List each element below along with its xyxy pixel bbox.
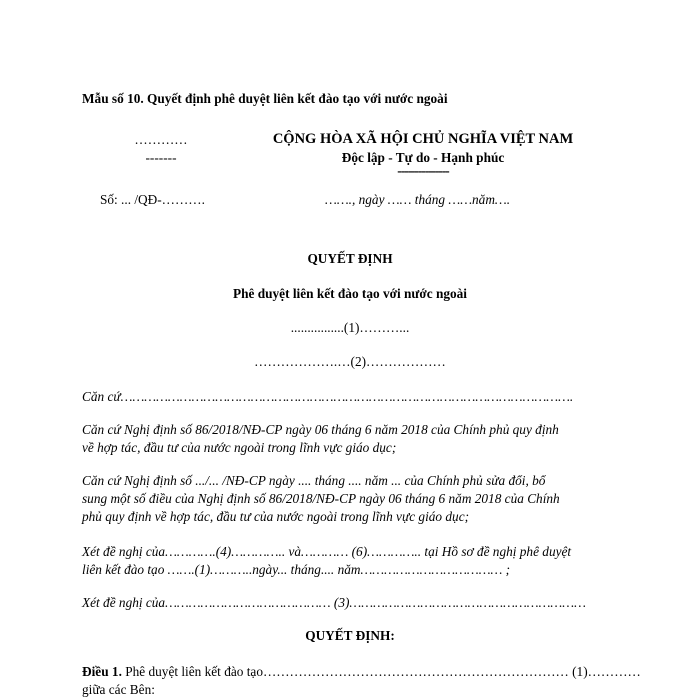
decision-title: QUYẾT ĐỊNH <box>307 251 393 266</box>
form-title: Mẫu số 10. Quyết định phê duyệt liên kết đào tạo với nước ngoài <box>82 91 448 106</box>
decision-subtitle: Phê duyệt liên kết đào tạo với nước ngoài <box>233 286 467 301</box>
national-motto: Độc lập - Tự do - Hạnh phúc <box>341 150 505 165</box>
agency-underline: ------- <box>145 150 177 165</box>
article-1-label: Điều 1. <box>82 664 122 679</box>
country-name: CỘNG HÒA XÃ HỘI CHỦ NGHĨA VIỆT NAM <box>272 131 574 147</box>
authority-placeholder-2: ……………….…(2)……………… <box>254 354 446 369</box>
article-1 <box>82 664 641 680</box>
article-1-text: Phê duyệt liên kết đào tạo…………………………………………………………… (1)………… <box>121 664 641 679</box>
recital-can-cu: Căn cứ……………………………………………………………………………………………………. <box>82 389 574 404</box>
recital-proposal-3: Xét đề nghị của…………………………………… (3)…………………………………………………… <box>82 595 586 610</box>
motto-underline: --------------- <box>397 163 449 178</box>
article-1-parties: giữa các Bên: <box>82 682 155 697</box>
recital-decree-86: Căn cứ Nghị định số 86/2018/NĐ-CP ngày 06 tháng 6 năm 2018 của Chính phủ quy định về hợp tác, đầu tư của nước ngoài trong lĩnh vực giáo dục; <box>82 422 559 455</box>
document-number: Số: ... /QĐ-………. <box>100 192 205 207</box>
recital-proposal: Xét đề nghị của………….(4)………….. và………… (6)………….. tại Hồ sơ đề nghị phê duyệt liên kết đào tạo …….(1)………..ngày... tháng.... năm……………………………… ; <box>82 544 572 577</box>
recital-amending-decree: Căn cứ Nghị định số .../... /NĐ-CP ngày .... tháng .... năm ... của Chính phủ sửa đổi, bổ sung một số điều của Nghị định số 86/2018/NĐ-CP ngày 06 tháng 6 năm 2018 của Chính phủ quy định về hợp tác, đầu tư của nước ngoài trong lĩnh vực giáo dục; <box>82 473 560 524</box>
document-date: ……., ngày …… tháng ……năm…. <box>325 192 511 207</box>
issuing-agency: ………… <box>134 132 188 147</box>
decides-heading: QUYẾT ĐỊNH: <box>305 628 395 643</box>
authority-placeholder-1: ................(1)………... <box>290 320 410 335</box>
